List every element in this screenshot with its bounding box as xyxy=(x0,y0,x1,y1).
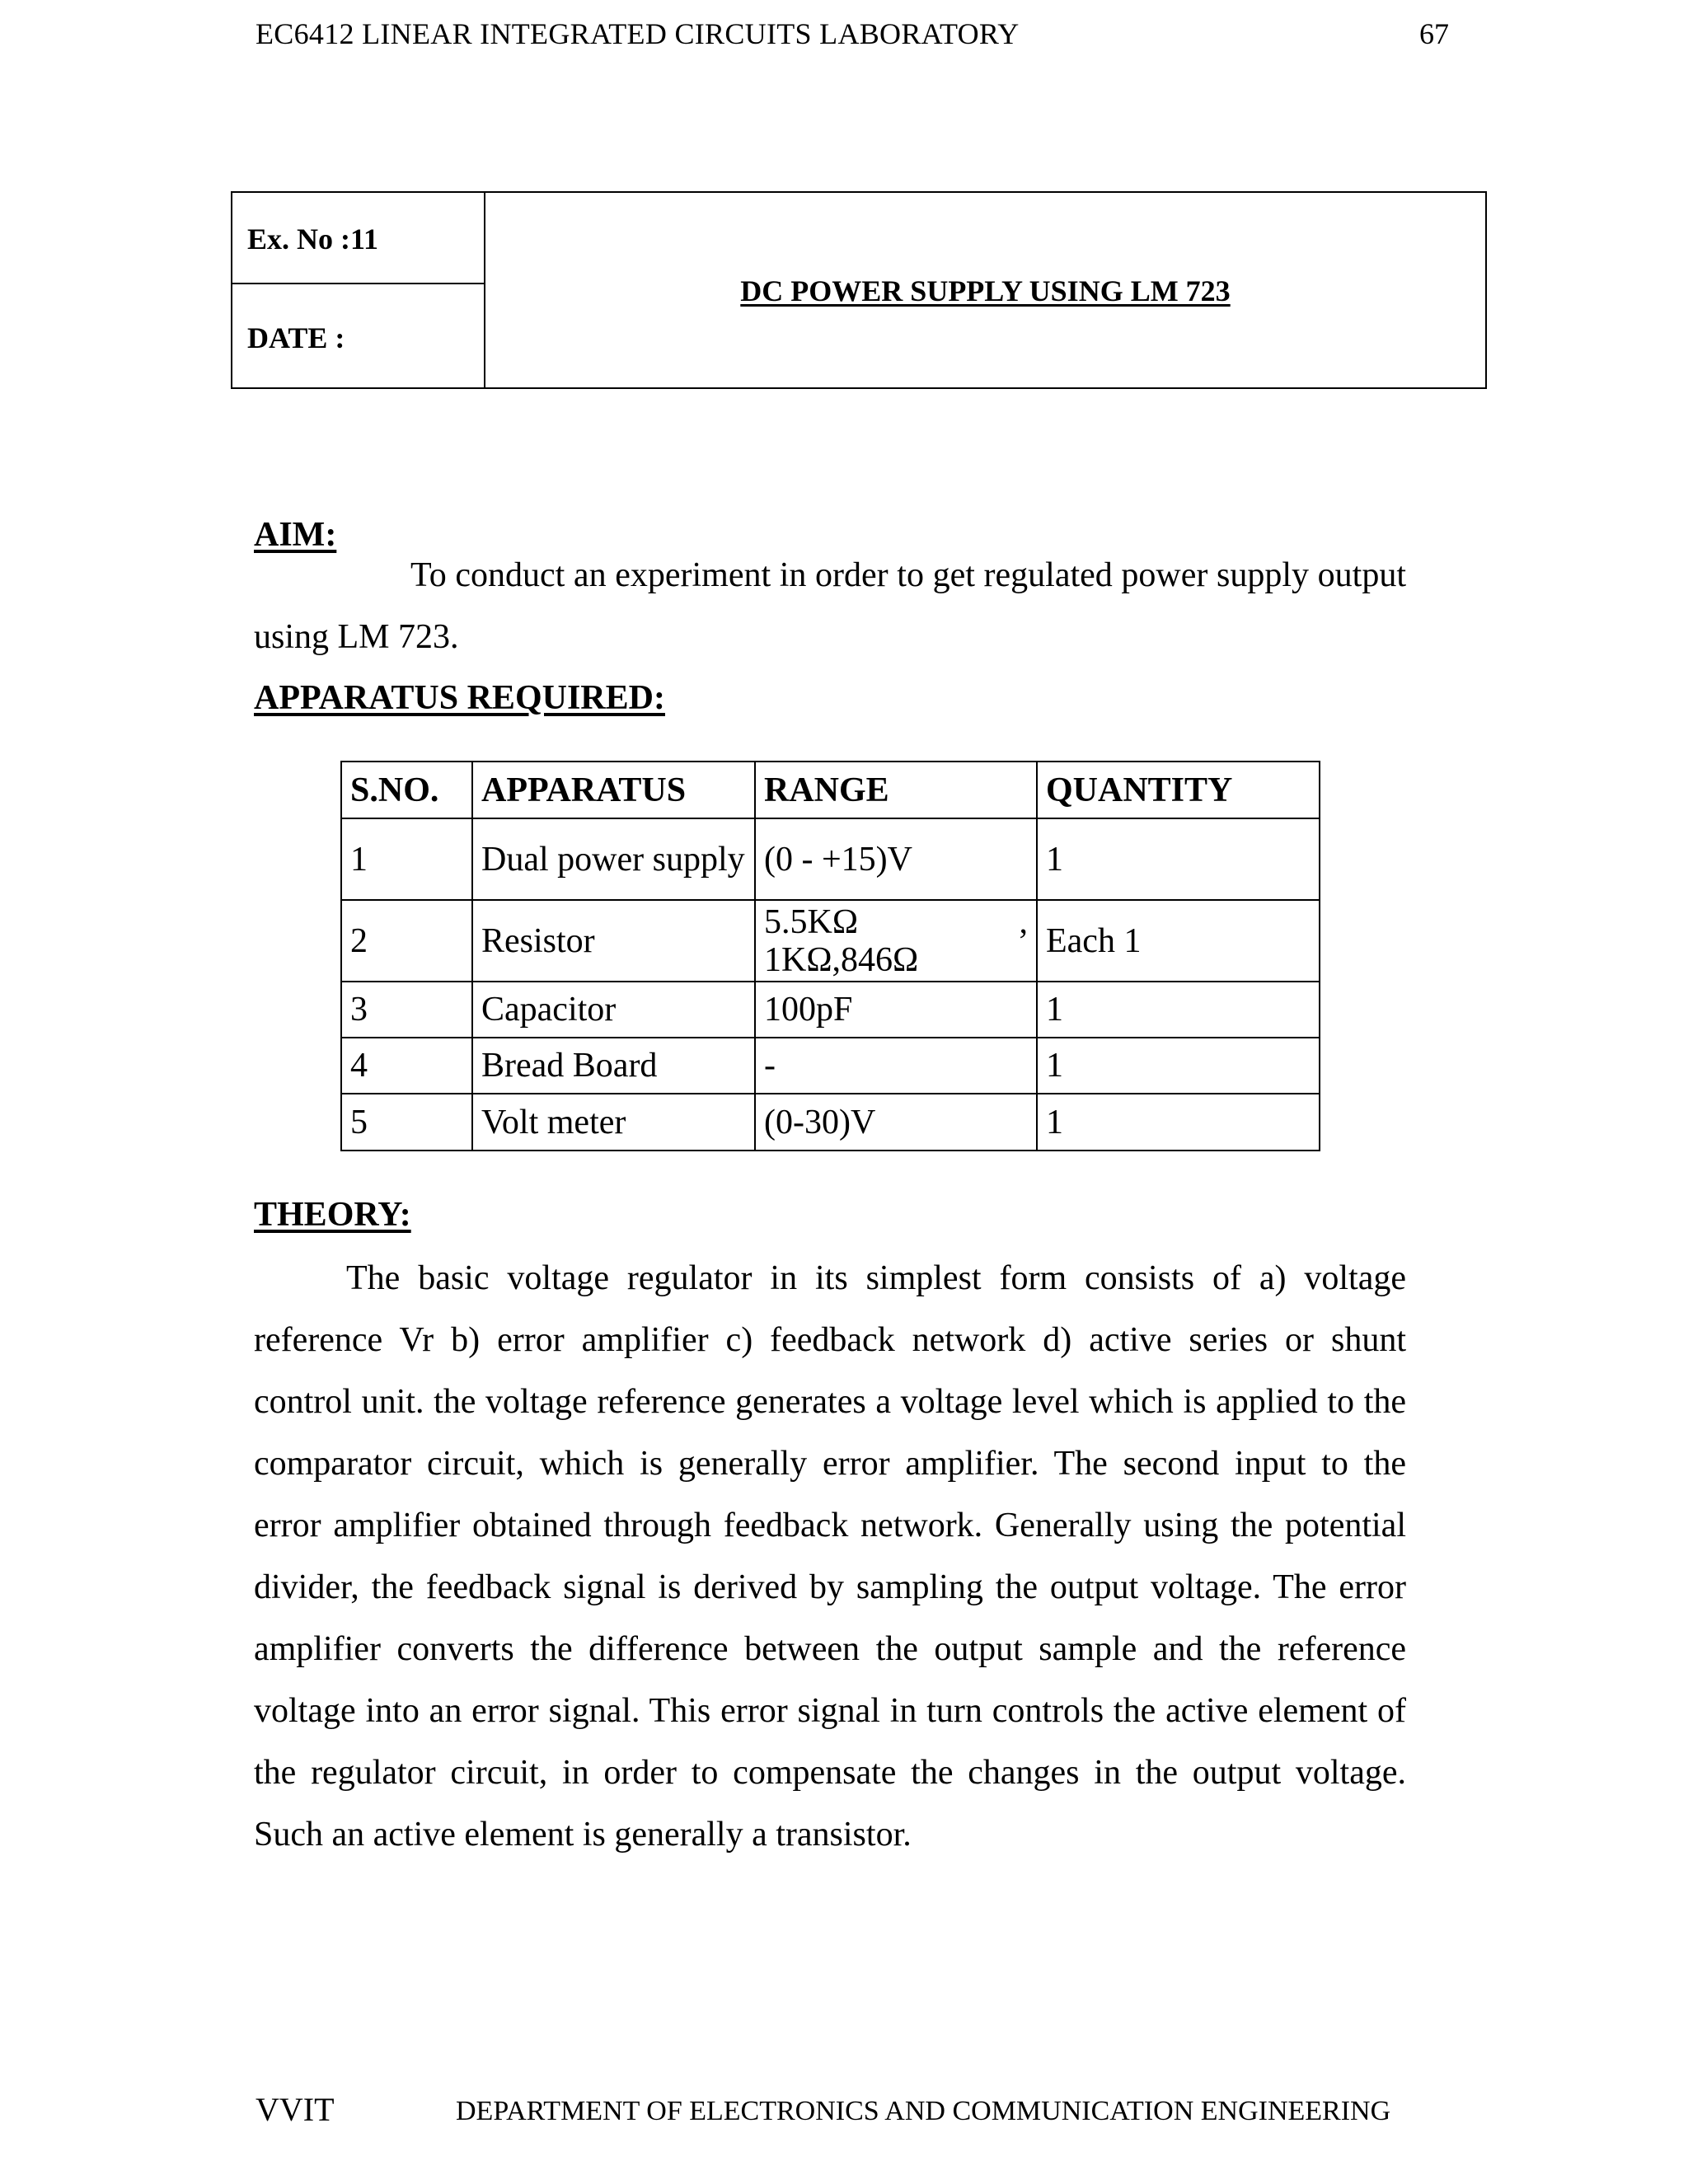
date-label: DATE : xyxy=(247,321,345,354)
title-box-left-column xyxy=(232,193,485,387)
table-cell: 1 xyxy=(341,818,472,900)
column-header: APPARATUS xyxy=(472,762,755,818)
theory-text: The basic voltage regulator in its simplest form consists of a) voltage reference Vr b) error amplifier c) feedback network d) active series or shunt control unit. the voltage reference generates a voltage level which is applied to the comparator circuit, which is generally error amplifier. The second input to the error amplifier obtained through feedback network. Generally using the potential divider, the feedback signal is derived by sampling the output voltage. The error amplifier converts the difference between the output sample and the reference voltage into an error signal. This error signal in turn controls the active element of the regulator circuit, in order to compensate the changes in the output voltage. Such an active element is generally a transistor. xyxy=(254,1259,1406,1854)
table-cell: Capacitor xyxy=(472,982,755,1038)
footer-institution: VVIT xyxy=(256,2091,335,2128)
table-row xyxy=(341,982,1320,1038)
page-number: 67 xyxy=(1419,17,1449,50)
table-cell: Volt meter xyxy=(472,1094,755,1151)
running-header-title: EC6412 LINEAR INTEGRATED CIRCUITS LABORATORY xyxy=(256,17,1020,50)
table-cell: 1 xyxy=(1037,982,1320,1038)
table-cell: 1 xyxy=(1037,1094,1320,1151)
table-row xyxy=(341,818,1320,900)
apparatus-heading: APPARATUS REQUIRED: xyxy=(254,679,665,717)
table-cell: (0 - +15)V xyxy=(755,818,1037,900)
table-cell: 1 xyxy=(1037,818,1320,900)
table-cell: - xyxy=(755,1038,1037,1094)
table-cell: 5.5KΩ , 1KΩ,846Ω xyxy=(755,900,1037,982)
table-cell: 4 xyxy=(341,1038,472,1094)
table-cell: Dual power supply xyxy=(472,818,755,900)
column-header: QUANTITY xyxy=(1037,762,1320,818)
table-row xyxy=(341,1094,1320,1151)
table-cell: 3 xyxy=(341,982,472,1038)
column-header: RANGE xyxy=(755,762,1037,818)
table-cell: 100pF xyxy=(755,982,1037,1038)
table-cell: Bread Board xyxy=(472,1038,755,1094)
table-cell: 5 xyxy=(341,1094,472,1151)
theory-heading: THEORY: xyxy=(254,1196,411,1234)
table-cell: Each 1 xyxy=(1037,900,1320,982)
table-cell: (0-30)V xyxy=(755,1094,1037,1151)
table-row xyxy=(341,900,1320,982)
aim-heading: AIM: xyxy=(254,516,337,554)
experiment-title-box xyxy=(231,191,1487,389)
footer-department: DEPARTMENT OF ELECTRONICS AND COMMUNICATION ENGINEERING xyxy=(456,2096,1391,2126)
table-row xyxy=(341,1038,1320,1094)
exno-cell xyxy=(232,193,484,284)
column-header: S.NO. xyxy=(341,762,472,818)
table-header-row xyxy=(341,762,1320,818)
aim-text: To conduct an experiment in order to get regulated power supply output using LM 723. xyxy=(254,556,1406,656)
table-cell: 1 xyxy=(1037,1038,1320,1094)
experiment-title: DC POWER SUPPLY USING LM 723 xyxy=(740,274,1231,307)
table-cell: 2 xyxy=(341,900,472,982)
exno-label: Ex. No :11 xyxy=(247,223,379,255)
table-cell: Resistor xyxy=(472,900,755,982)
apparatus-table xyxy=(340,761,1320,1151)
